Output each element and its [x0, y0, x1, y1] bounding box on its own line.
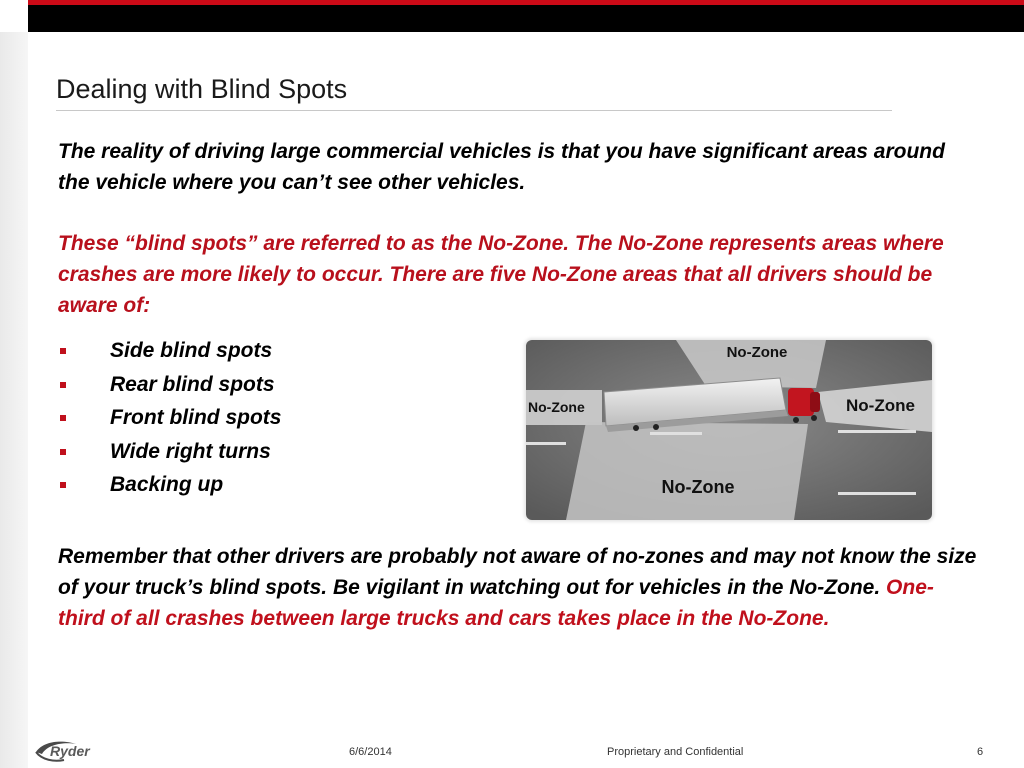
- lane-marking: [838, 492, 916, 495]
- reminder-text: Remember that other drivers are probably not aware of no-zones and may not know the size of your truck’s blind spots. Be vigilant in watching out for vehicles in the No-Zone.: [58, 545, 977, 599]
- bullet-item: [58, 334, 498, 368]
- square-bullet-icon: [60, 415, 66, 421]
- square-bullet-icon: [60, 348, 66, 354]
- lane-marking: [838, 430, 916, 433]
- nozone-label-top: No-Zone: [726, 344, 788, 361]
- nozone-diagram-graphic: [526, 340, 932, 520]
- ryder-logo: [34, 738, 114, 764]
- bullet-text: Front blind spots: [110, 406, 282, 429]
- bottom-nozone-area: [566, 422, 808, 520]
- nozone-paragraph: These “blind spots” are referred to as the No-Zone. The No-Zone represents areas where crashes are more likely to occur. There are five No-Zone areas that all drivers should be aware of:: [58, 232, 944, 317]
- nozone-bullet-list: [58, 334, 498, 502]
- logo-wordmark: Ryder: [50, 743, 90, 759]
- footer-confidential-label: Proprietary and Confidential: [607, 746, 744, 758]
- square-bullet-icon: [60, 382, 66, 388]
- lane-marking: [650, 432, 702, 435]
- bullet-item: [58, 468, 498, 502]
- slide-title: Dealing with Blind Spots: [56, 74, 348, 104]
- nozone-label-left: No-Zone: [528, 399, 585, 415]
- bullet-item: [58, 435, 498, 469]
- lane-marking: [526, 442, 566, 445]
- footer-page-number: 6: [977, 746, 984, 758]
- square-bullet-icon: [60, 449, 66, 455]
- bullet-item: [58, 401, 498, 435]
- footer-date: 6/6/2014: [349, 746, 392, 758]
- reminder-highlight: One-third of all crashes between large trucks and cars takes place in the No-Zone.: [58, 576, 934, 630]
- square-bullet-icon: [60, 482, 66, 488]
- left-margin-strip: [0, 32, 28, 768]
- intro-paragraph: The reality of driving large commercial vehicles is that you have significant areas around the vehicle where you can’t see other vehicles.: [58, 140, 945, 194]
- bullet-text: Side blind spots: [110, 339, 273, 362]
- title-divider: [56, 110, 892, 111]
- reminder-paragraph: [58, 541, 978, 634]
- nozone-label-bottom: No-Zone: [661, 477, 735, 497]
- bullet-item: [58, 368, 498, 402]
- nozone-diagram: [526, 340, 932, 520]
- bullet-text: Rear blind spots: [110, 372, 275, 396]
- bullet-text: Backing up: [110, 473, 224, 496]
- header-accent-stripe: [28, 0, 1024, 5]
- bullet-text: Wide right turns: [110, 439, 271, 463]
- nozone-label-right: No-Zone: [846, 396, 915, 415]
